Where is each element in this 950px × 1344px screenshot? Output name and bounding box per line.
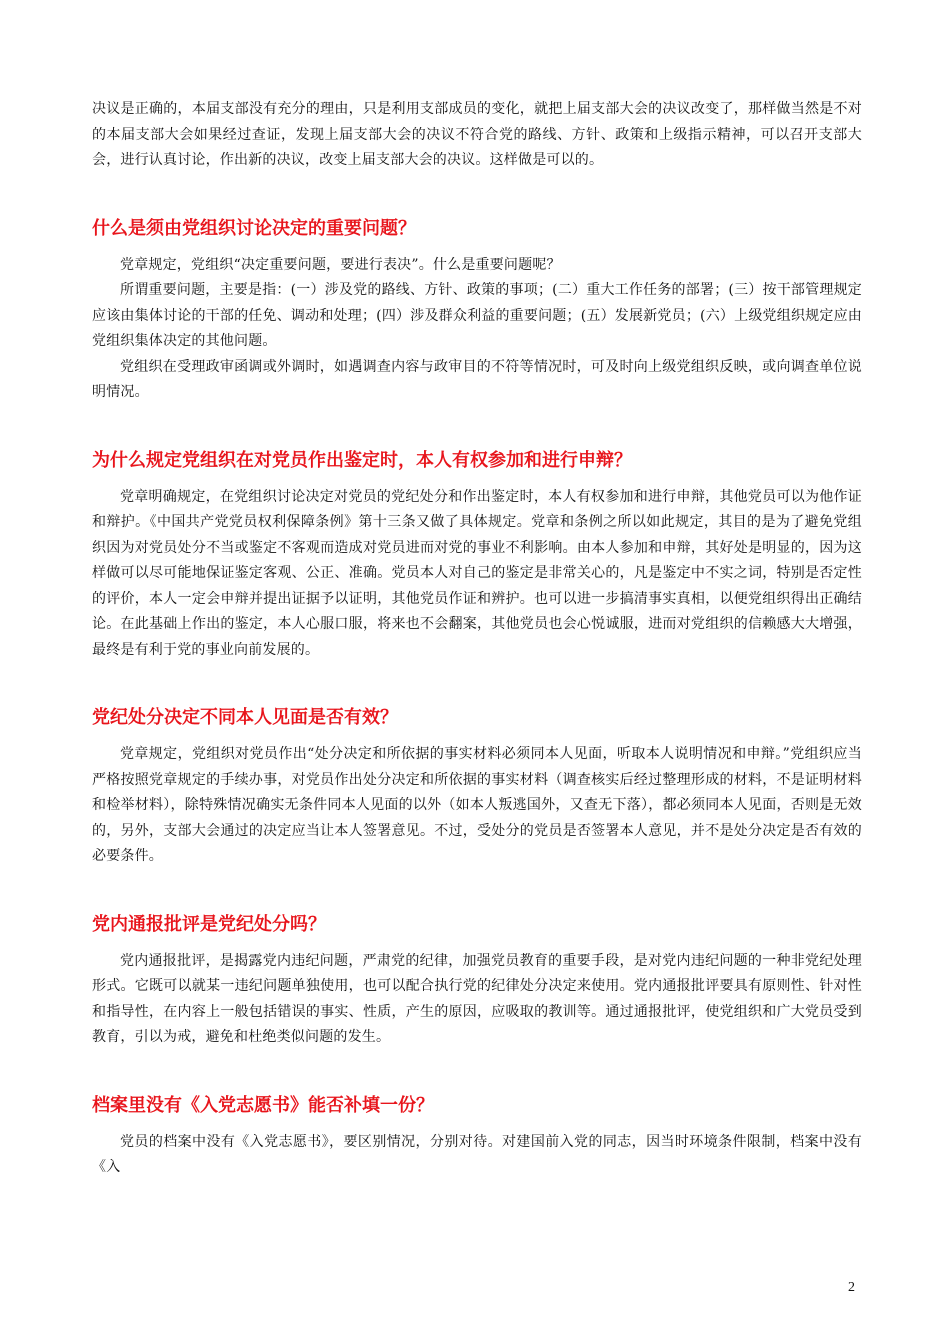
section-paragraph: 党章明确规定，在党组织讨论决定对党员的党纪处分和作出鉴定时，本人有权参加和进行申辩，其他党员可以为他作证和辩护。《中国共产党党员权利保障条例》第十三条又做了具体规定。党章和条例之所以如此规定，其目的是为了避免党组织因为对党员处分不当或鉴定不客观而造成对党员进而对党的事业不利影响。由本人参加和申辩，其好处是明显的，因为这样做可以尽可能地保证鉴定客观、公正、准确。党员本人对自己的鉴定是非常关心的，凡是鉴定中不实之词，特别是否定性的评价，本人一定会申辩并提出证据予以证明，其他党员作证和辨护。也可以进一步搞清事实真相，以便党组织得出正确结论。在此基础上作出的鉴定，本人心服口服，将来也不会翻案，其他党员也会心悦诚服，进而对党组织的信赖感大大增强，最终是有利于党的事业向前发展的。 bbox=[92, 488, 862, 658]
page-number: 2 bbox=[848, 1280, 855, 1295]
intro-paragraph: 决议是正确的，本届支部没有充分的理由，只是利用支部成员的变化，就把上届支部大会的决议改变了，那样做当然是不对的本届支部大会如果经过查证，发现上届支部大会的决议不符合党的路线、方针、政策和上级指示精神，可以召开支部大会，进行认真讨论，作出新的决议，改变上届支部大会的决议。这样做是可以的。 bbox=[92, 101, 862, 168]
section-heading-application-form: 档案里没有《入党志愿书》能否补填一份？ bbox=[92, 1094, 434, 1116]
document-body bbox=[92, 97, 862, 1181]
section-paragraph: 党员的档案中没有《入党志愿书》，要区别情况，分别对待。对建国前入党的同志，因当时环境条件限制，档案中没有《入 bbox=[92, 1133, 862, 1175]
section-heading-important-issues: 什么是须由党组织讨论决定的重要问题？ bbox=[92, 217, 416, 239]
section-paragraph: 所谓重要问题，主要是指：(一）涉及党的路线、方针、政策的事项；(二）重大工作任务的部署；(三）按干部管理规定应该由集体讨论的干部的任免、调动和处理；(四）涉及群众利益的重要问题；(五）发展新党员；(六）上级党组织规定应由党组织集体决定的其他问题。 bbox=[92, 282, 862, 349]
section-paragraph: 党章规定，党组织对党员作出“处分决定和所依据的事实材料必须同本人见面，听取本人说明情况和申辩。”党组织应当严格按照党章规定的手续办事，对党员作出处分决定和所依据的事实材料（调查核实后经过整理形成的材料，不是证明材料和检举材料），除特殊情况确实无条件同本人见面的以外（如本人叛逃国外，又查无下落），都必须同本人见面，否则是无效的，另外，支部大会通过的决定应当让本人签署意见。不过，受处分的党员是否签署本人意见，并不是处分决定是否有效的必要条件。 bbox=[92, 746, 862, 864]
section-paragraph: 党组织在受理政审函调或外调时，如遇调查内容与政审目的不符等情况时，可及时向上级党组织反映，或向调查单位说明情况。 bbox=[92, 358, 862, 400]
section-heading-notice-criticism: 党内通报批评是党纪处分吗？ bbox=[92, 913, 326, 935]
section-heading-appraisal-defense: 为什么规定党组织在对党员作出鉴定时，本人有权参加和进行申辩？ bbox=[92, 449, 632, 471]
section-paragraph: 党章规定，党组织“决定重要问题，要进行表决”。什么是重要问题呢？ bbox=[120, 256, 561, 273]
section-paragraph: 党内通报批评，是揭露党内违纪问题，严肃党的纪律，加强党员教育的重要手段，是对党内违纪问题的一种非党纪处理形式。它既可以就某一违纪问题单独使用，也可以配合执行党的纪律处分决定来使用。党内通报批评要具有原则性、针对性和指导性，在内容上一般包括错误的事实、性质，产生的原因，应吸取的教训等。通过通报批评，使党组织和广大党员受到教育，引以为戒，避免和杜绝类似问题的发生。 bbox=[92, 952, 862, 1045]
section-heading-discipline-validity: 党纪处分决定不同本人见面是否有效？ bbox=[92, 707, 398, 728]
